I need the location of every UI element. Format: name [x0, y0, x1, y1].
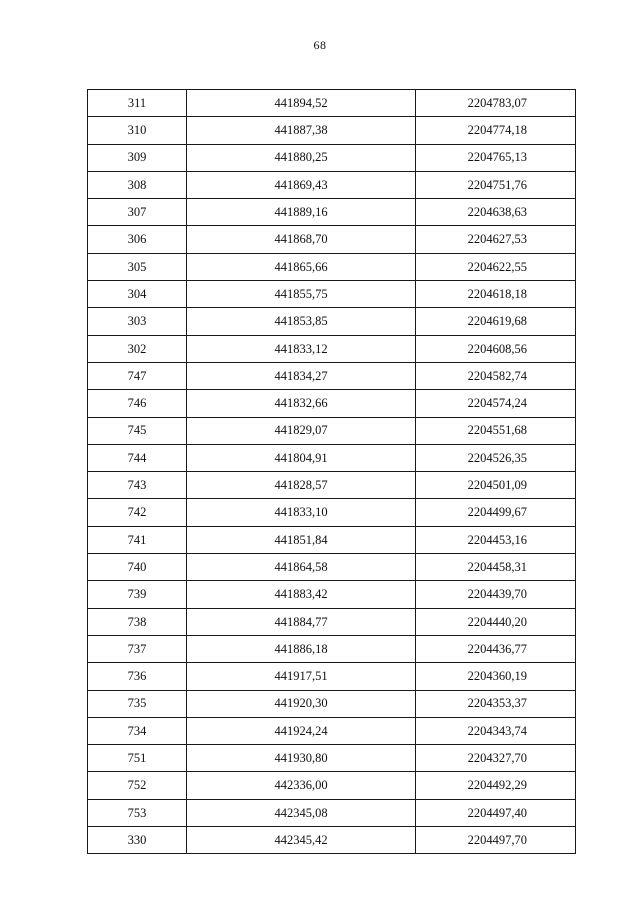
table-row — [88, 362, 576, 389]
point-id-cell: 747 — [88, 362, 187, 389]
y-coordinate-cell: 2204526,35 — [416, 444, 576, 471]
y-coordinate-cell: 2204327,70 — [416, 745, 576, 772]
y-coordinate-cell: 2204574,24 — [416, 390, 576, 417]
table-row — [88, 581, 576, 608]
table-row — [88, 417, 576, 444]
y-coordinate-cell: 2204618,18 — [416, 281, 576, 308]
y-coordinate-cell: 2204343,74 — [416, 717, 576, 744]
x-coordinate-cell: 441853,85 — [187, 308, 416, 335]
x-coordinate-cell: 441880,25 — [187, 144, 416, 171]
table-row — [88, 199, 576, 226]
y-coordinate-cell: 2204582,74 — [416, 362, 576, 389]
table-row — [88, 799, 576, 826]
x-coordinate-cell: 441834,27 — [187, 362, 416, 389]
x-coordinate-cell: 441864,58 — [187, 554, 416, 581]
point-id-cell: 309 — [88, 144, 187, 171]
x-coordinate-cell: 441855,75 — [187, 281, 416, 308]
point-id-cell: 740 — [88, 554, 187, 581]
y-coordinate-cell: 2204499,67 — [416, 499, 576, 526]
y-coordinate-cell: 2204774,18 — [416, 117, 576, 144]
table-row — [88, 690, 576, 717]
point-id-cell: 310 — [88, 117, 187, 144]
table-row — [88, 772, 576, 799]
table-row — [88, 281, 576, 308]
y-coordinate-cell: 2204439,70 — [416, 581, 576, 608]
table-row — [88, 663, 576, 690]
x-coordinate-cell: 441832,66 — [187, 390, 416, 417]
table-row — [88, 717, 576, 744]
table-row — [88, 253, 576, 280]
table-row — [88, 90, 576, 117]
y-coordinate-cell: 2204353,37 — [416, 690, 576, 717]
point-id-cell: 741 — [88, 526, 187, 553]
y-coordinate-cell: 2204551,68 — [416, 417, 576, 444]
point-id-cell: 311 — [88, 90, 187, 117]
table-row — [88, 308, 576, 335]
point-id-cell: 752 — [88, 772, 187, 799]
table-row — [88, 554, 576, 581]
y-coordinate-cell: 2204783,07 — [416, 90, 576, 117]
table-row — [88, 608, 576, 635]
x-coordinate-cell: 441924,24 — [187, 717, 416, 744]
point-id-cell: 744 — [88, 444, 187, 471]
y-coordinate-cell: 2204497,40 — [416, 799, 576, 826]
y-coordinate-cell: 2204619,68 — [416, 308, 576, 335]
point-id-cell: 302 — [88, 335, 187, 362]
x-coordinate-cell: 441828,57 — [187, 472, 416, 499]
table-row — [88, 144, 576, 171]
table-row — [88, 444, 576, 471]
y-coordinate-cell: 2204627,53 — [416, 226, 576, 253]
point-id-cell: 739 — [88, 581, 187, 608]
point-id-cell: 734 — [88, 717, 187, 744]
x-coordinate-cell: 442345,42 — [187, 827, 416, 854]
y-coordinate-cell: 2204765,13 — [416, 144, 576, 171]
y-coordinate-cell: 2204436,77 — [416, 635, 576, 662]
y-coordinate-cell: 2204608,56 — [416, 335, 576, 362]
table-row — [88, 117, 576, 144]
x-coordinate-cell: 441833,10 — [187, 499, 416, 526]
point-id-cell: 306 — [88, 226, 187, 253]
point-id-cell: 746 — [88, 390, 187, 417]
point-id-cell: 751 — [88, 745, 187, 772]
table-row — [88, 472, 576, 499]
x-coordinate-cell: 441930,80 — [187, 745, 416, 772]
x-coordinate-cell: 441869,43 — [187, 171, 416, 198]
x-coordinate-cell: 441886,18 — [187, 635, 416, 662]
x-coordinate-cell: 441894,52 — [187, 90, 416, 117]
table-row — [88, 635, 576, 662]
table-row — [88, 827, 576, 854]
x-coordinate-cell: 441920,30 — [187, 690, 416, 717]
point-id-cell: 305 — [88, 253, 187, 280]
x-coordinate-cell: 441865,66 — [187, 253, 416, 280]
y-coordinate-cell: 2204751,76 — [416, 171, 576, 198]
point-id-cell: 308 — [88, 171, 187, 198]
point-id-cell: 737 — [88, 635, 187, 662]
table-row — [88, 226, 576, 253]
y-coordinate-cell: 2204492,29 — [416, 772, 576, 799]
coordinates-table-body — [88, 90, 576, 854]
x-coordinate-cell: 441883,42 — [187, 581, 416, 608]
coordinates-table — [87, 89, 576, 854]
y-coordinate-cell: 2204360,19 — [416, 663, 576, 690]
y-coordinate-cell: 2204501,09 — [416, 472, 576, 499]
x-coordinate-cell: 441851,84 — [187, 526, 416, 553]
x-coordinate-cell: 441917,51 — [187, 663, 416, 690]
y-coordinate-cell: 2204440,20 — [416, 608, 576, 635]
point-id-cell: 303 — [88, 308, 187, 335]
x-coordinate-cell: 441833,12 — [187, 335, 416, 362]
point-id-cell: 330 — [88, 827, 187, 854]
point-id-cell: 735 — [88, 690, 187, 717]
y-coordinate-cell: 2204458,31 — [416, 554, 576, 581]
table-row — [88, 526, 576, 553]
x-coordinate-cell: 441868,70 — [187, 226, 416, 253]
table-row — [88, 499, 576, 526]
point-id-cell: 304 — [88, 281, 187, 308]
page-number: 68 — [313, 38, 327, 52]
y-coordinate-cell: 2204453,16 — [416, 526, 576, 553]
point-id-cell: 742 — [88, 499, 187, 526]
x-coordinate-cell: 442345,08 — [187, 799, 416, 826]
point-id-cell: 738 — [88, 608, 187, 635]
y-coordinate-cell: 2204497,70 — [416, 827, 576, 854]
x-coordinate-cell: 441887,38 — [187, 117, 416, 144]
point-id-cell: 307 — [88, 199, 187, 226]
table-row — [88, 745, 576, 772]
y-coordinate-cell: 2204622,55 — [416, 253, 576, 280]
x-coordinate-cell: 441884,77 — [187, 608, 416, 635]
point-id-cell: 736 — [88, 663, 187, 690]
x-coordinate-cell: 441889,16 — [187, 199, 416, 226]
point-id-cell: 743 — [88, 472, 187, 499]
point-id-cell: 753 — [88, 799, 187, 826]
table-row — [88, 171, 576, 198]
y-coordinate-cell: 2204638,63 — [416, 199, 576, 226]
x-coordinate-cell: 441804,91 — [187, 444, 416, 471]
table-row — [88, 335, 576, 362]
x-coordinate-cell: 442336,00 — [187, 772, 416, 799]
point-id-cell: 745 — [88, 417, 187, 444]
table-row — [88, 390, 576, 417]
x-coordinate-cell: 441829,07 — [187, 417, 416, 444]
